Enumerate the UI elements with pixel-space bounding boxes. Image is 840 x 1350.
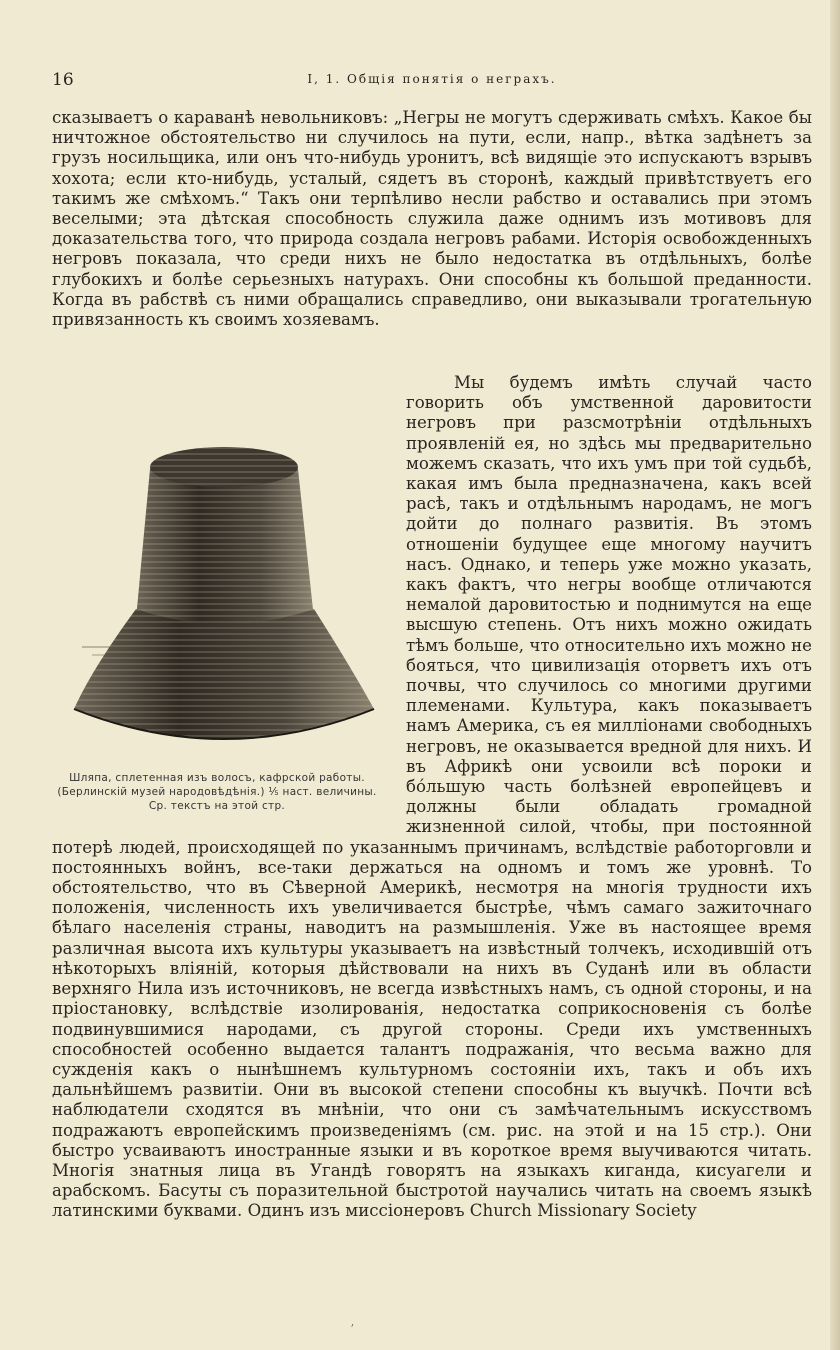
paragraph-1-text: сказываетъ о караванѣ невольниковъ: „Негры не могутъ сдерживать смѣхъ. Какое бы ничтожное обстоятельство ни случилось на пути, если, напр., вѣтка задѣнетъ за грузъ носильщика, или онъ что-нибудь уронитъ, всѣ видящіе это испускаютъ взрывъ хохота; если кто-нибудь, усталый, сядетъ въ сторонѣ, каждый привѣтствуетъ его такимъ же смѣхомъ.“ Такъ они терпѣливо несли рабство и оставались при этомъ веселыми; эта дѣтская способность служила даже однимъ изъ мотивовъ для доказательства того, что природа создала негровъ рабами. Исторія освобожденныхъ негровъ показала, что среди нихъ не было недостатка въ отдѣльныхъ, болѣе глубокихъ и болѣе серьезныхъ натурахъ. Они способны къ большой преданности. Когда въ рабствѣ съ ними обращались справедливо, они выказывали трогательную привязанность къ своимъ хозяевамъ. xyxy=(52,108,812,330)
paragraph-2-text: Мы будемъ имѣть случай часто говорить объ умственной даровитости негровъ при разсмотрѣніи отдѣльныхъ проявленій ея, но здѣсь мы предварительно можемъ сказать, что ихъ умъ при той судьбѣ, какая имъ была предназначена, какъ всей расѣ, такъ и отдѣльнымъ народамъ, не могъ дойти до полнаго развитія. Въ этомъ отношеніи будущее еще многому научитъ насъ. Однако, и теперь уже можно указать, какъ фактъ, что негры вообще отличаются немалой даровитостью и поднимутся на еще высшую степень. Отъ нихъ можно ожидать тѣмъ больше, что относительно ихъ можно не бояться, что цивилизація оторветъ ихъ отъ почвы, что случилось со многими другими племенами. Культура, какъ показываетъ намъ Америка, съ ея милліонами свободныхъ негровъ, не оказывается вредной для нихъ. И въ Африкѣ они усвоили всѣ пороки и бо́льшую часть болѣзней европейцевъ и должны были обладать громадной жизненной силой, чтобы, при постоянной потерѣ людей, происходящей по указаннымъ причинамъ, вслѣдствіе работорговли и постоянныхъ войнъ, все-таки держаться на одномъ и томъ же уровнѣ. То обстоятельство, что въ Сѣверной Америкѣ, несмотря на многія трудности ихъ положенія, численность ихъ увеличивается быстрѣе, чѣмъ самаго зажиточнаго бѣлаго населенія страны, наводитъ на размышленія. Уже въ настоящее время различная высота ихъ культуры указываетъ на извѣстный толчекъ, исходившій отъ нѣкоторыхъ вліяній, которыя дѣйствовали на нихъ въ Суданѣ или въ области верхняго Нила изъ источниковъ, не всегда извѣстныхъ намъ, съ одной стороны, и на пріостановку, вслѣдствіе изолированія, недостатка соприкосновенія съ болѣе подвинувшимися народами, съ другой стороны. Среди ихъ умственныхъ способностей особенно выдается талантъ подражанія, что весьма важно для сужденія какъ о нынѣшнемъ культурномъ состояніи ихъ, такъ и объ ихъ дальнѣйшемъ развитіи. Они въ высокой степени способны къ выучкѣ. Почти всѣ наблюдатели сходятся въ мнѣніи, что они съ замѣчательнымъ искусствомъ подражаютъ европейскимъ произведеніямъ (см. рис. на этой и на 15 стр.). Они быстро усваиваютъ иностранные языки и въ короткое время выучиваются читать. Многія знатныя лица въ Угандѣ говорятъ на языкахъ киганда, кисуагели и арабскомъ. Басуты съ поразительной быстротой научались читать на своемъ языкѣ латинскими буквами. Одинъ изъ миссіонеровъ Church Missionary Society xyxy=(52,373,812,1221)
woven-hat-illustration xyxy=(52,409,382,769)
figure-caption: Шляпа, сплетенная изъ волосъ, кафрской работы. (Берлинскій музей народовѣдѣнія.) ⅕ наст. величины. Ср. текстъ на этой стр. xyxy=(57,772,377,812)
page-number: 16 xyxy=(52,70,74,90)
paragraph-2 xyxy=(52,373,812,1222)
paragraph-1 xyxy=(52,108,812,330)
page-mark: ʼ xyxy=(350,1322,354,1336)
page-edge xyxy=(830,0,840,1350)
hat-figure xyxy=(52,373,382,833)
running-title: I, 1. Общія понятія о неграхъ. xyxy=(307,72,557,86)
page-header xyxy=(52,70,812,90)
